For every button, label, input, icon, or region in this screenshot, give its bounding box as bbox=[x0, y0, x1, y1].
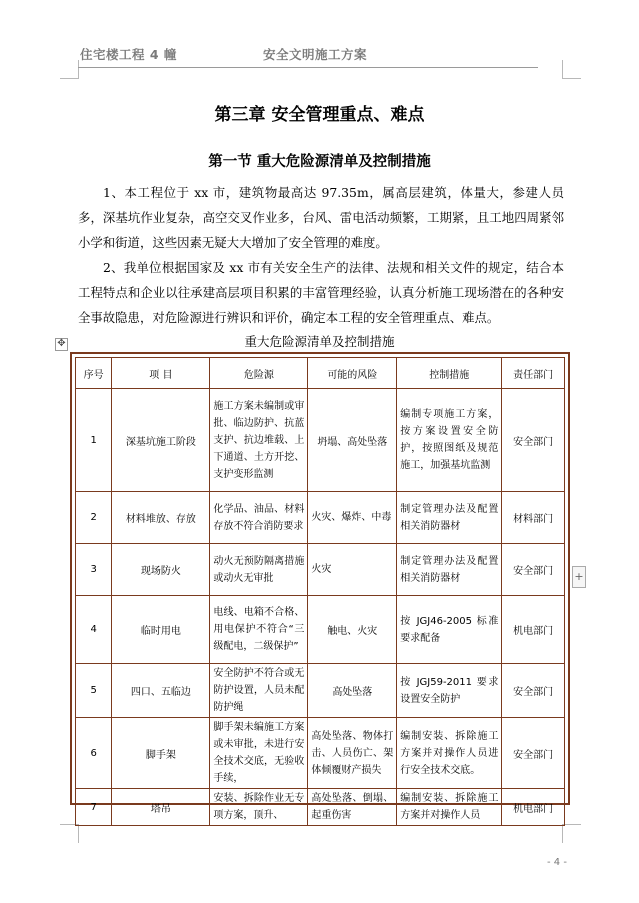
cell-item: 临时用电 bbox=[112, 596, 210, 664]
cell-item: 四口、五临边 bbox=[112, 664, 210, 718]
table-header-row bbox=[76, 358, 565, 389]
cell-dept: 安全部门 bbox=[502, 664, 565, 718]
paragraph-1: 1、本工程位于 xx 市，建筑物最高达 97.35m，属高层建筑，体量大，参建人员多，深基坑作业复杂，高空交叉作业多，台风、雷电活动频繁，工期紧，且工地四周紧邻小学和街道，这些因素无疑大大增加了安全管理的难度。 bbox=[78, 185, 564, 250]
cell-no: 3 bbox=[76, 544, 112, 596]
table-row bbox=[76, 596, 565, 664]
cell-no: 7 bbox=[76, 789, 112, 826]
cell-hazard: 安装、拆除作业无专项方案，顶升、 bbox=[210, 789, 308, 826]
cell-risk: 触电、火灾 bbox=[308, 596, 397, 664]
cell-control: 按 JGJ46-2005 标准要求配备 bbox=[397, 596, 502, 664]
header-cell-control: 控制措施 bbox=[397, 358, 502, 389]
cell-risk: 火灾、爆炸、中毒 bbox=[308, 492, 397, 544]
cell-control: 制定管理办法及配置相关消防器材 bbox=[397, 544, 502, 596]
table-row bbox=[76, 718, 565, 789]
crop-mark-bottom-left bbox=[60, 824, 79, 843]
cell-risk: 火灾 bbox=[308, 544, 397, 596]
cell-control: 按 JGJ59-2011 要求设置安全防护 bbox=[397, 664, 502, 718]
table-move-handle-icon[interactable]: ✥ bbox=[55, 338, 68, 351]
header-cell-dept: 责任部门 bbox=[502, 358, 565, 389]
cell-no: 2 bbox=[76, 492, 112, 544]
crop-mark-top-left bbox=[60, 60, 79, 79]
header-cell-no: 序号 bbox=[76, 358, 112, 389]
cell-item: 现场防火 bbox=[112, 544, 210, 596]
header-left: 住宅楼工程 4 幢 bbox=[80, 47, 177, 62]
table-row bbox=[76, 664, 565, 718]
header-rule bbox=[78, 67, 538, 68]
cell-control: 制定管理办法及配置相关消防器材 bbox=[397, 492, 502, 544]
cell-no: 4 bbox=[76, 596, 112, 664]
cell-no: 5 bbox=[76, 664, 112, 718]
section-title: 第一节 重大危险源清单及控制措施 bbox=[208, 153, 431, 170]
cell-hazard: 化学品、油品、材料存放不符合消防要求 bbox=[210, 492, 308, 544]
cell-dept: 安全部门 bbox=[502, 718, 565, 789]
chapter-title: 第三章 安全管理重点、难点 bbox=[214, 105, 425, 125]
cell-risk: 坍塌、高处坠落 bbox=[308, 389, 397, 492]
crop-mark-top-right bbox=[562, 60, 581, 79]
cell-control: 编制安装、拆除施工方案并对操作人员 bbox=[397, 789, 502, 826]
cell-no: 6 bbox=[76, 718, 112, 789]
cell-item: 深基坑施工阶段 bbox=[112, 389, 210, 492]
cell-risk: 高处坠落、倒塌、起重伤害 bbox=[308, 789, 397, 826]
cell-hazard: 电线、电箱不合格、用电保护不符合“三级配电，二级保护” bbox=[210, 596, 308, 664]
hazard-table-frame bbox=[70, 352, 570, 821]
table-caption: 重大危险源清单及控制措施 bbox=[244, 334, 395, 349]
cell-dept: 安全部门 bbox=[502, 389, 565, 492]
cell-risk: 高处坠落、物体打击、人员伤亡、架体倾覆财产损失 bbox=[308, 718, 397, 789]
cell-hazard: 脚手架未编施工方案或未审批，未进行安全技术交底，无验收手续， bbox=[210, 718, 308, 789]
header-cell-item: 项 目 bbox=[112, 358, 210, 389]
paragraph-2: 2、我单位根据国家及 xx 市有关安全生产的法律、法规和相关文件的规定，结合本工程特点和企业以往承建高层项目积累的丰富管理经验，认真分析施工现场潜在的各种安全事故隐患，对危险源进行辨识和评价，确定本工程的安全管理重点、难点。 bbox=[78, 260, 564, 325]
cell-dept: 机电部门 bbox=[502, 789, 565, 826]
table-row bbox=[76, 389, 565, 492]
table-row bbox=[76, 544, 565, 596]
cell-dept: 机电部门 bbox=[502, 596, 565, 664]
table-row bbox=[76, 492, 565, 544]
cell-dept: 安全部门 bbox=[502, 544, 565, 596]
cell-hazard: 施工方案未编制或审批、临边防护、抗蓝支护、抗边堆载、上下通道、土方开挖、支护变形监测 bbox=[210, 389, 308, 492]
cell-hazard: 动火无预防隔离措施或动火无审批 bbox=[210, 544, 308, 596]
cell-item: 脚手架 bbox=[112, 718, 210, 789]
cell-no: 1 bbox=[76, 389, 112, 492]
add-column-plus-icon[interactable]: + bbox=[572, 566, 586, 588]
cell-item: 塔吊 bbox=[112, 789, 210, 826]
cell-hazard: 安全防护不符合或无防护设置，人员未配防护绳 bbox=[210, 664, 308, 718]
cell-control: 编制专项施工方案，按方案设置安全防护，按照图纸及规范施工，加强基坑监测 bbox=[397, 389, 502, 492]
cell-risk: 高处坠落 bbox=[308, 664, 397, 718]
crop-mark-bottom-right bbox=[562, 824, 581, 843]
cell-control: 编制安装、拆除施工方案并对操作人员进行安全技术交底。 bbox=[397, 718, 502, 789]
header-cell-risk: 可能的风险 bbox=[308, 358, 397, 389]
hazard-table bbox=[75, 357, 565, 826]
header-cell-hazard: 危险源 bbox=[210, 358, 308, 389]
header-center: 安全文明施工方案 bbox=[263, 47, 368, 62]
page-number: - 4 - bbox=[547, 857, 567, 868]
table-row bbox=[76, 789, 565, 826]
cell-item: 材料堆放、存放 bbox=[112, 492, 210, 544]
cell-dept: 材料部门 bbox=[502, 492, 565, 544]
